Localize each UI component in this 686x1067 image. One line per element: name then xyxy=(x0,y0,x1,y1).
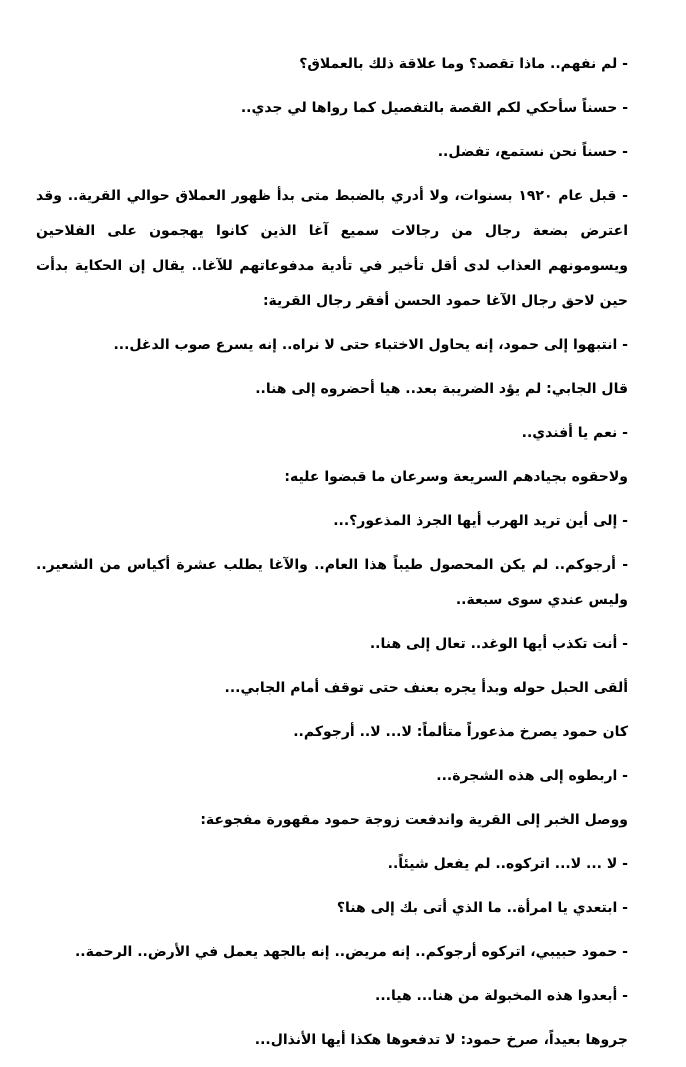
narration-line: كان حمود يصرخ مذعوراً متألماً: لا... لا.. أرجوكم.. xyxy=(293,724,628,740)
dialogue-line: - ابتعدي يا امرأة.. ما الذي أتى بك إلى هنا؟ xyxy=(336,900,628,916)
dialogue-line: - اربطوه إلى هذه الشجرة... xyxy=(436,768,628,784)
dialogue-line: - أبعدوا هذه المخبولة من هنا... هيا... xyxy=(375,988,628,1004)
narration-line: ألقى الحبل حوله وبدأ يجره بعنف حتى توقف أمام الجابي... xyxy=(224,680,628,696)
document-page xyxy=(36,47,628,1067)
narration-line: ولاحقوه بجيادهم السريعة وسرعان ما قبضوا عليه: xyxy=(284,469,628,485)
narration-line: جروها بعيداً، صرخ حمود: لا تدفعوها هكذا أيها الأنذال... xyxy=(254,1032,628,1048)
dialogue-line: - حسناً سأحكي لكم القصة بالتفصيل كما رواها لي جدي.. xyxy=(240,100,628,116)
narration-line: ووصل الخبر إلى القرية واندفعت زوجة حمود مقهورة مفجوعة: xyxy=(200,812,628,828)
dialogue-line: - حمود حبيبي، اتركوه أرجوكم.. إنه مريض.. إنه بالجهد يعمل في الأرض.. الرحمة.. xyxy=(74,944,628,960)
dialogue-line: - لم نفهم.. ماذا تقصد؟ وما علاقة ذلك بالعملاق؟ xyxy=(299,56,628,72)
dialogue-line: - إلى أين تريد الهرب أيها الجرذ المذعور؟... xyxy=(333,513,628,529)
narration-line: قال الجابي: لم يؤد الضريبة بعد.. هيا أحضروه إلى هنا.. xyxy=(255,381,628,397)
dialogue-line: - نعم يا أفندي.. xyxy=(521,425,628,441)
narrative-paragraph: - قبل عام ١٩٢٠ بسنوات، ولا أدري بالضبط متى بدأ ظهور العملاق حوالي القرية.. وقد اعترض بضعة رجال من رجالات سميع آغا الذين كانوا يهجمون على الفلاحين ويسومونهم العذاب لدى أقل تأخير في تأدية مدفوعاتهم للآغا.. يقال إن الحكاية بدأت حين لاحق رجال الآغا حمود الحسن أفقر رجال القرية: xyxy=(36,188,628,309)
dialogue-line: - انتبهوا إلى حمود، إنه يحاول الاختباء حتى لا نراه.. إنه يسرع صوب الدغل... xyxy=(113,337,628,353)
dialogue-paragraph: - أرجوكم.. لم يكن المحصول طيباً هذا العام.. والآغا يطلب عشرة أكياس من الشعير.. وليس عندي سوى سبعة.. xyxy=(36,557,628,608)
dialogue-line: - حسناً نحن نستمع، تفضل.. xyxy=(437,144,628,160)
dialogue-line: - لا ... لا... اتركوه.. لم يفعل شيئاً.. xyxy=(387,856,628,872)
dialogue-line: - أنت تكذب أيها الوغد.. تعال إلى هنا.. xyxy=(369,636,628,652)
